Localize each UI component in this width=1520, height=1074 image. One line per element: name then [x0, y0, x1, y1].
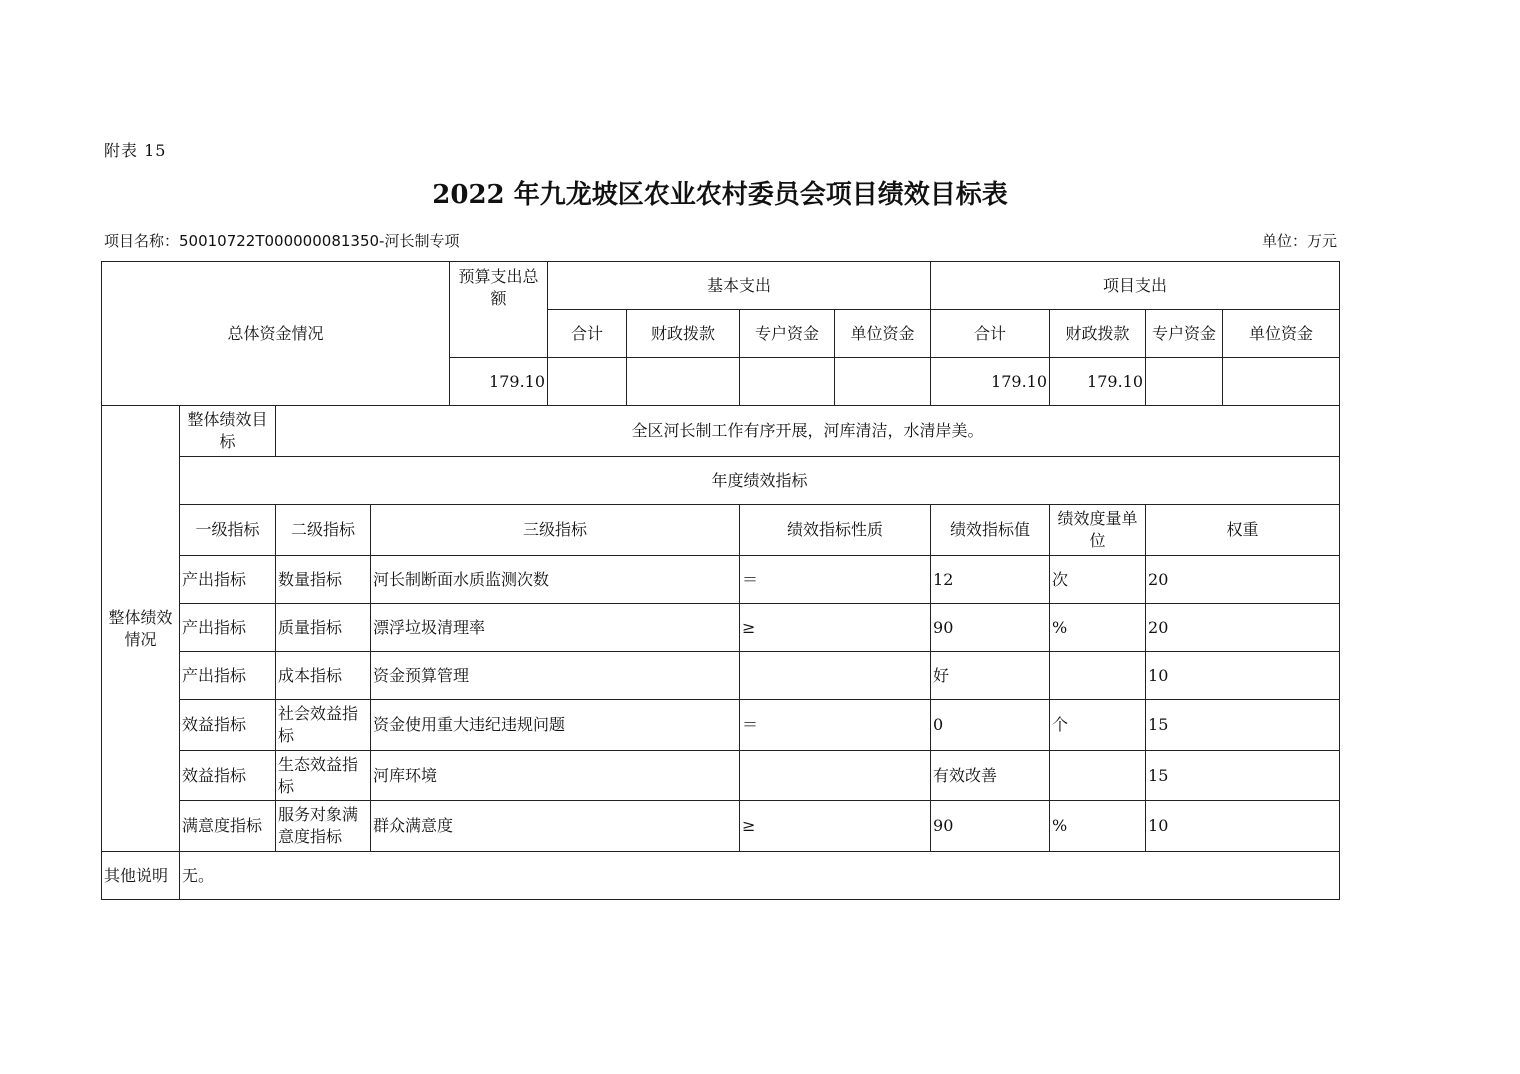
col-header-level1: 一级指标: [180, 505, 276, 556]
overall-goal-text: 全区河长制工作有序开展，河库清洁，水清岸美。: [276, 406, 1340, 457]
funds-section-label: 总体资金情况: [102, 262, 450, 406]
row-level3: 河长制断面水质监测次数: [371, 556, 740, 604]
table-row: [102, 556, 1340, 604]
row-unit: [1050, 751, 1146, 801]
basic-total-header: 合计: [548, 310, 627, 358]
project-name: 项目名称：50010722T000000081350-河长制专项: [104, 232, 460, 250]
row-level1: 效益指标: [180, 751, 276, 801]
col-header-level2: 二级指标: [276, 505, 371, 556]
table-row: [102, 700, 1340, 751]
project-total-value: 179.10: [931, 358, 1050, 406]
table-row: [102, 801, 1340, 852]
project-fiscal-header: 财政拨款: [1050, 310, 1146, 358]
row-unit: 次: [1050, 556, 1146, 604]
row-level3: 漂浮垃圾清理率: [371, 604, 740, 652]
row-level1: 满意度指标: [180, 801, 276, 852]
col-header-nature: 绩效指标性质: [740, 505, 931, 556]
row-weight: 20: [1146, 604, 1340, 652]
col-header-unit: 绩效度量单位: [1050, 505, 1146, 556]
col-header-level3: 三级指标: [371, 505, 740, 556]
row-level1: 产出指标: [180, 652, 276, 700]
row-unit: 个: [1050, 700, 1146, 751]
row-weight: 10: [1146, 801, 1340, 852]
row-level2: 数量指标: [276, 556, 371, 604]
basic-expense-header: 基本支出: [548, 262, 931, 310]
row-level3: 资金使用重大违纪违规问题: [371, 700, 740, 751]
annex-label: 附表 15: [104, 141, 167, 160]
basic-unit-value: [835, 358, 931, 406]
table-row: [102, 652, 1340, 700]
basic-special-value: [740, 358, 835, 406]
row-value: 90: [931, 604, 1050, 652]
row-level3: 河库环境: [371, 751, 740, 801]
row-level1: 效益指标: [180, 700, 276, 751]
row-nature: [740, 751, 931, 801]
row-unit: %: [1050, 801, 1146, 852]
project-special-header: 专户资金: [1146, 310, 1223, 358]
notes-text: 无。: [180, 852, 1340, 900]
table-row: [102, 751, 1340, 801]
row-weight: 15: [1146, 751, 1340, 801]
row-level1: 产出指标: [180, 556, 276, 604]
notes-label: 其他说明: [102, 852, 180, 900]
row-level3: 群众满意度: [371, 801, 740, 852]
row-level1: 产出指标: [180, 604, 276, 652]
page-title: 2022 年九龙坡区农业农村委员会项目绩效目标表: [432, 180, 1008, 210]
row-level2: 服务对象满意度指标: [276, 801, 371, 852]
row-nature: [740, 652, 931, 700]
basic-unit-header: 单位资金: [835, 310, 931, 358]
row-value: 90: [931, 801, 1050, 852]
row-value: 12: [931, 556, 1050, 604]
basic-total-value: [548, 358, 627, 406]
row-value: 有效改善: [931, 751, 1050, 801]
unit-label: 单位：万元: [1261, 232, 1337, 250]
row-nature: ＝: [740, 556, 931, 604]
basic-fiscal-value: [627, 358, 740, 406]
row-weight: 20: [1146, 556, 1340, 604]
row-level2: 质量指标: [276, 604, 371, 652]
overall-goal-label: 整体绩效目标: [180, 406, 276, 457]
performance-table: [101, 261, 1340, 900]
annual-indicators-header: 年度绩效指标: [180, 457, 1340, 505]
budget-total-value: 179.10: [450, 358, 548, 406]
row-unit: [1050, 652, 1146, 700]
basic-special-header: 专户资金: [740, 310, 835, 358]
project-expense-header: 项目支出: [931, 262, 1340, 310]
budget-total-header: 预算支出总额: [450, 262, 548, 358]
col-header-weight: 权重: [1146, 505, 1340, 556]
basic-fiscal-header: 财政拨款: [627, 310, 740, 358]
project-unit-header: 单位资金: [1223, 310, 1340, 358]
row-unit: %: [1050, 604, 1146, 652]
row-value: 好: [931, 652, 1050, 700]
row-nature: ≥: [740, 604, 931, 652]
row-nature: ＝: [740, 700, 931, 751]
performance-section-label: 整体绩效情况: [102, 406, 180, 852]
row-nature: ≥: [740, 801, 931, 852]
col-header-value: 绩效指标值: [931, 505, 1050, 556]
project-unit-value: [1223, 358, 1340, 406]
row-weight: 15: [1146, 700, 1340, 751]
project-special-value: [1146, 358, 1223, 406]
project-fiscal-value: 179.10: [1050, 358, 1146, 406]
row-weight: 10: [1146, 652, 1340, 700]
row-level3: 资金预算管理: [371, 652, 740, 700]
row-level2: 生态效益指标: [276, 751, 371, 801]
project-total-header: 合计: [931, 310, 1050, 358]
row-level2: 社会效益指标: [276, 700, 371, 751]
row-level2: 成本指标: [276, 652, 371, 700]
table-row: [102, 604, 1340, 652]
row-value: 0: [931, 700, 1050, 751]
